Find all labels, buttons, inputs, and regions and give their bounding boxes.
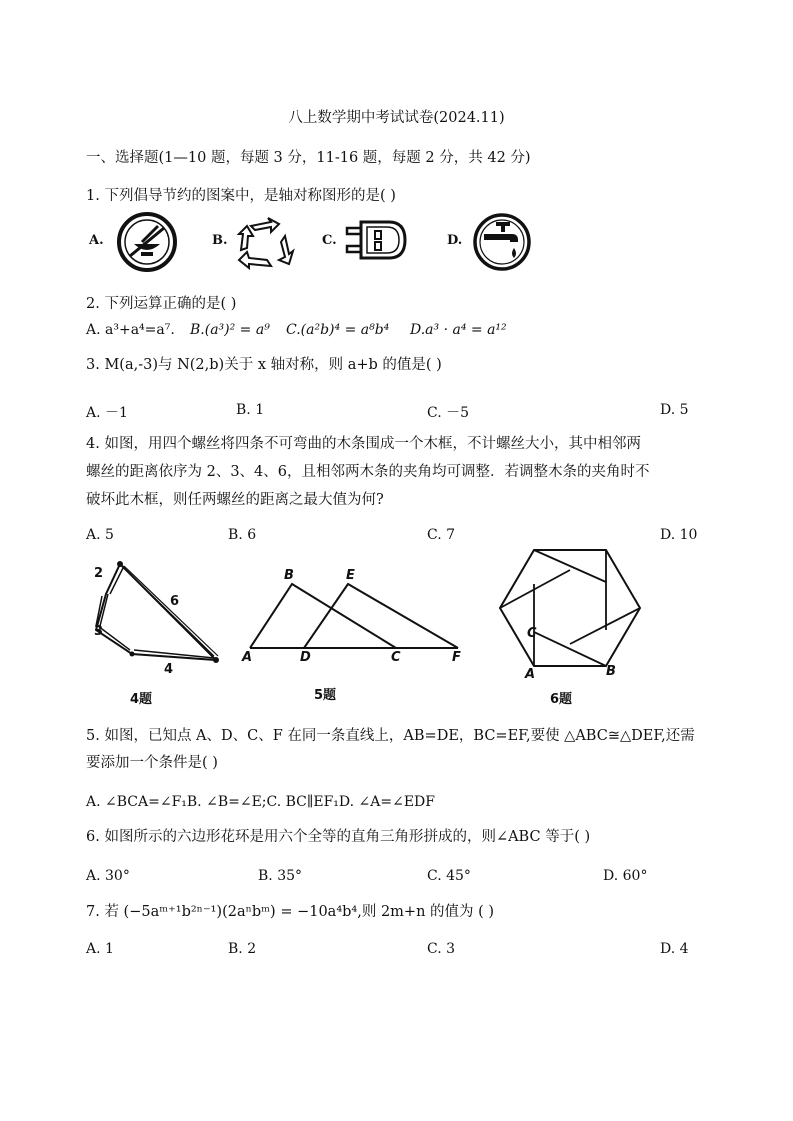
figure-6-label-c: C (527, 626, 537, 641)
q3-stem: 3. M(a,-3)与 N(2,b)关于 x 轴对称，则 a+b 的值是( ) (86, 357, 442, 373)
figure-6-label-b: B (606, 664, 616, 679)
q4-option-b: B. 6 (228, 527, 257, 543)
save-food-icon (114, 212, 180, 272)
figure-4-wooden-frame (90, 560, 230, 670)
q1-option-b: B. (212, 233, 228, 248)
q5-line-1: 5. 如图，已知点 A、D、C、F 在同一条直线上，AB=DE，BC=EF,要使 △ABC≅△DEF,还需 (86, 728, 695, 744)
q7-option-c: C. 3 (427, 941, 456, 957)
q6-option-d: D. 60° (603, 868, 648, 884)
figure-5-label-a: A (242, 650, 253, 665)
figure-4-label-3: 3 (94, 624, 104, 639)
q4-line-3: 破坏此木框，则任两螺丝的距离之最大值为何? (86, 492, 384, 508)
figure-4-caption: 4题 (130, 692, 153, 707)
figure-5-caption: 5题 (314, 688, 337, 703)
figure-5-label-d: D (300, 650, 311, 665)
figure-4-label-6: 6 (170, 594, 180, 609)
section-heading: 一、选择题(1—10 题，每题 3 分，11-16 题，每题 2 分，共 42 分) (86, 150, 531, 166)
q1-option-c: C. (322, 233, 337, 248)
q4-option-c: C. 7 (427, 527, 456, 543)
figure-6-hexagon-wreath (498, 548, 642, 672)
q3-option-d: D. 5 (660, 402, 689, 418)
figure-6-label-a: A (525, 667, 536, 682)
q4-line-2: 螺丝的距离依序为 2、3、4、6，且相邻两木条的夹角均可调整．若调整木条的夹角时不 (86, 464, 650, 480)
q7-option-b: B. 2 (228, 941, 257, 957)
figure-6-caption: 6题 (550, 692, 573, 707)
q3-option-c: C. －5 (427, 405, 470, 421)
q6-stem: 6. 如图所示的六边形花环是用六个全等的直角三角形拼成的，则∠ABC 等于( ) (86, 829, 591, 845)
figure-5-triangles (240, 570, 470, 660)
q7-option-a: A. 1 (86, 941, 114, 957)
figure-5-label-b: B (284, 568, 294, 583)
q7-stem: 7. 若 (−5aᵐ⁺¹b²ⁿ⁻¹)(2aⁿbᵐ) = −10a⁴b⁴,则 2m+n 的值为 ( ) (86, 904, 495, 920)
q4-line-1: 4. 如图，用四个螺丝将四条不可弯曲的木条围成一个木框，不计螺丝大小，其中相邻两 (86, 436, 641, 452)
q6-option-b: B. 35° (258, 868, 303, 884)
q6-option-a: A. 30° (86, 868, 130, 884)
q5-line-2: 要添加一个条件是( ) (86, 755, 218, 771)
page-title: 八上数学期中考试试卷(2024.11) (288, 110, 505, 126)
figure-4-label-2: 2 (94, 566, 104, 581)
q3-option-b: B. 1 (236, 402, 265, 418)
q5-options: A. ∠BCA=∠F₁B. ∠B=∠E;C. BC∥EF₁D. ∠A=∠EDF (86, 794, 435, 810)
water-faucet-icon (472, 212, 532, 272)
q6-option-c: C. 45° (427, 868, 471, 884)
q7-option-d: D. 4 (660, 941, 689, 957)
q2-stem: 2. 下列运算正确的是( ) (86, 296, 237, 312)
figure-4-label-4: 4 (164, 662, 174, 677)
figure-5-label-f: F (452, 650, 461, 665)
figure-5-label-c: C (391, 650, 401, 665)
q4-option-a: A. 5 (86, 527, 114, 543)
q2-option-d: D.a³ · a⁴ = a¹² (410, 322, 507, 338)
q1-option-a: A. (89, 233, 104, 248)
q2-option-c: C.(a²b)⁴ = a⁸b⁴ (286, 322, 390, 338)
q3-option-a: A. －1 (86, 405, 128, 421)
recycle-icon (235, 214, 293, 270)
figure-5-label-e: E (346, 568, 355, 583)
q2-option-a: A. a³+a⁴=a⁷. (86, 322, 175, 338)
power-plug-icon (345, 218, 407, 264)
q1-stem: 1. 下列倡导节约的图案中，是轴对称图形的是( ) (86, 188, 396, 204)
q1-option-d: D. (447, 233, 463, 248)
q4-option-d: D. 10 (660, 527, 698, 543)
q2-option-b: B.(a³)² = a⁹ (190, 322, 270, 338)
